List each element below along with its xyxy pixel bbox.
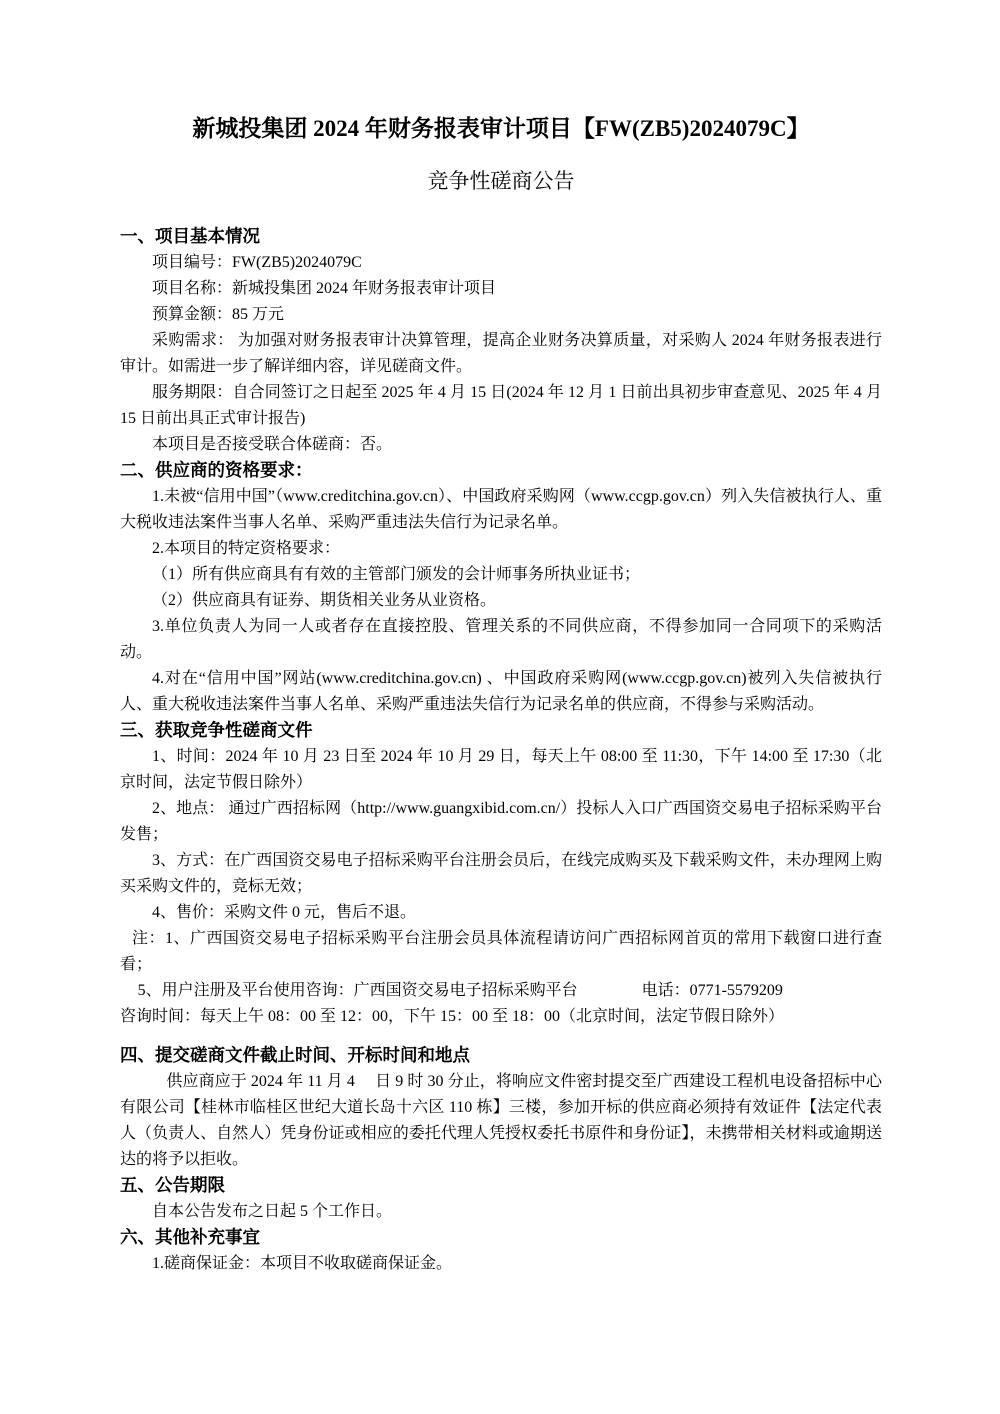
obtain-location: 2、地点： 通过广西招标网（http://www.guangxibid.com.cn/）投标人入口广西国资交易电子招标采购平台发售； (120, 800, 882, 843)
service-period: 服务期限：自合同签订之日起至 2025 年 4 月 15 日(2024 年 12 月 1 日前出具初步审查意见、2025 年 4 月 15 日前出具正式审计报告) (120, 384, 882, 427)
section-heading: 二、供应商的资格要求： (120, 461, 313, 481)
obtain-note: 注：1、广西国资交易电子招标采购平台注册会员具体流程请访问广西招标网首页的常用下载窗口进行查看； (120, 930, 882, 973)
procurement-requirements: 采购需求： 为加强对财务报表审计决算管理，提高企业财务决算质量，对采购人 2024 年财务报表进行审计。如需进一步了解详细内容，详见磋商文件。 (120, 332, 882, 375)
section-obtain-documents (120, 718, 882, 1030)
qualification-item-4: 4.对在“信用中国”网站(www.creditchina.gov.cn) 、中国政府采购网(www.ccgp.gov.cn)被列入失信被执行人、重大税收违法案件当事人名单、采购严重违法失信行为记录名单的供应商，不得参与采购活动。 (120, 670, 882, 713)
qualification-item-2-2: （2）供应商具有证券、期货相关业务从业资格。 (152, 592, 497, 609)
section-other-matters (120, 1225, 882, 1277)
section-heading: 五、公告期限 (120, 1176, 225, 1196)
consult-hours: 咨询时间：每天上午 08：00 至 12：00，下午 15：00 至 18：00（北京时间，法定节假日除外） (120, 1008, 785, 1025)
qualification-item-2: 2.本项目的特定资格要求： (152, 540, 341, 557)
document-subtitle: 竞争性磋商公告 (427, 169, 575, 193)
section-project-basic-info (120, 224, 882, 458)
project-number: 项目编号：FW(ZB5)2024079C (152, 254, 362, 271)
project-name: 项目名称：新城投集团 2024 年财务报表审计项目 (152, 280, 497, 297)
consortium-statement: 本项目是否接受联合体磋商：否。 (152, 436, 393, 453)
qualification-item-3: 3.单位负责人为同一人或者存在直接控股、管理关系的不同供应商，不得参加同一合同项下的采购活动。 (120, 618, 882, 661)
section-announcement-period (120, 1173, 882, 1225)
obtain-method: 3、方式：在广西国资交易电子招标采购平台注册会员后，在线完成购买及下载采购文件，未办理网上购买采购文件的，竞标无效； (120, 852, 882, 895)
budget-amount: 预算金额：85 万元 (152, 306, 285, 323)
section-heading: 四、提交磋商文件截止时间、开标时间和地点 (120, 1046, 470, 1066)
submission-details: 供应商应于 2024 年 11 月 4 日 9 时 30 分止，将响应文件密封提交至广西建设工程机电设备招标中心有限公司【桂林市临桂区世纪大道长岛十六区 110 栋】三楼，参加开标的供应商必须持有效证件【法定代表人（负责人、自然人）凭身份证或相应的委托代理人凭授权委托书原件和身份证】，未携带相关材料或逾期送达的将予以拒收。 (120, 1073, 882, 1168)
section-heading: 一、项目基本情况 (120, 227, 260, 247)
qualification-item-1: 1.未被“信用中国”（www.creditchina.gov.cn）、中国政府采购网（www.ccgp.gov.cn）列入失信被执行人、重大税收违法案件当事人名单、采购严重违法失信行为记录名单。 (120, 488, 882, 531)
document-title: 新城投集团 2024 年财务报表审计项目【FW(ZB5)2024079C】 (192, 116, 810, 141)
announcement-period-text: 自本公告发布之日起 5 个工作日。 (152, 1203, 393, 1220)
deposit-statement: 1.磋商保证金：本项目不收取磋商保证金。 (152, 1255, 453, 1272)
section-heading: 六、其他补充事宜 (120, 1228, 260, 1248)
obtain-time: 1、时间：2024 年 10 月 23 日至 2024 年 10 月 29 日，每天上午 08:00 至 11:30，下午 14:00 至 17:30（北京时间，法定节假日除外） (120, 748, 882, 791)
section-submission-deadline (120, 1043, 882, 1173)
section-heading: 三、获取竞争性磋商文件 (120, 721, 313, 741)
obtain-price: 4、售价：采购文件 0 元，售后不退。 (152, 904, 417, 921)
section-supplier-qualifications (120, 458, 882, 718)
platform-contact: 5、用户注册及平台使用咨询：广西国资交易电子招标采购平台 电话：0771-5579209 (137, 982, 783, 999)
qualification-item-2-1: （1）所有供应商具有有效的主管部门颁发的会计师事务所执业证书； (152, 566, 641, 583)
